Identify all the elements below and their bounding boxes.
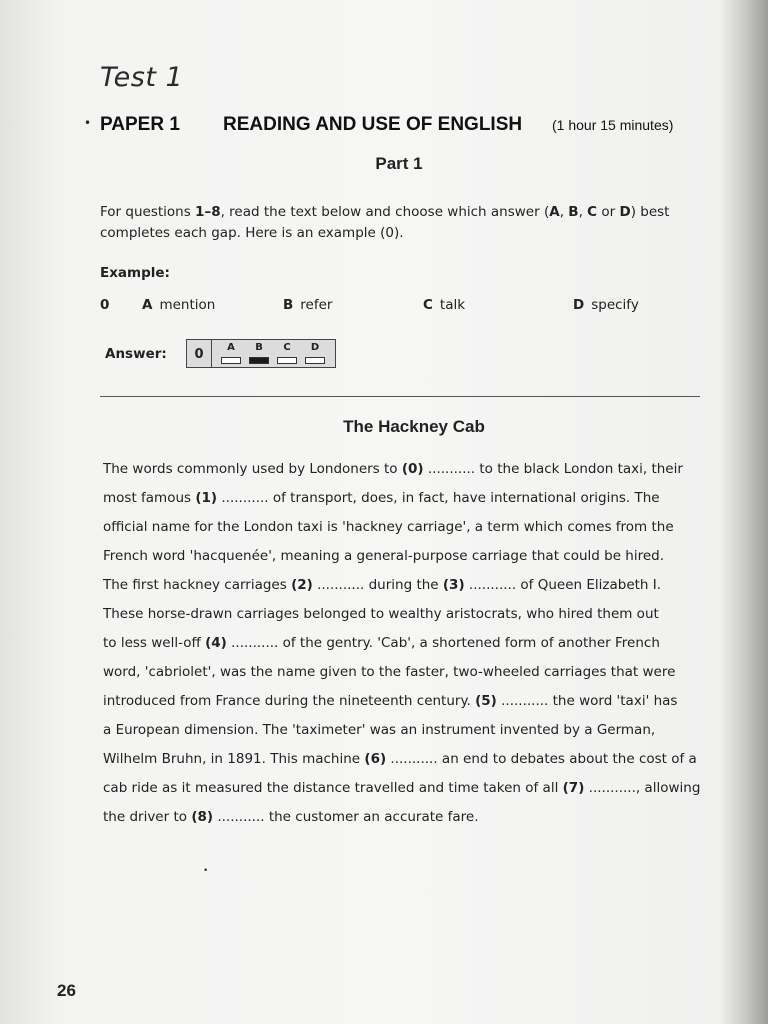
passage-line: word, 'cabriolet', was the name given to the faster, two-wheeled carriages that were bbox=[103, 664, 676, 680]
gap-number: (1) bbox=[195, 490, 218, 506]
instructions-line-2: completes each gap. Here is an example (0). bbox=[100, 225, 404, 241]
passage-line: These horse-drawn carriages belonged to wealthy aristocrats, who hired them out bbox=[103, 606, 659, 622]
time-allowed: (1 hour 15 minutes) bbox=[552, 117, 674, 133]
part-title: Part 1 bbox=[375, 154, 423, 173]
passage-line: Wilhelm Bruhn, in 1891. This machine (6) ........... an end to debates about the cost of a bbox=[103, 751, 697, 767]
answer-option-c: C bbox=[276, 342, 298, 364]
option-c: C talk bbox=[423, 297, 466, 313]
passage-line: a European dimension. The 'taximeter' was an instrument invented by a German, bbox=[103, 722, 656, 738]
section-title: READING AND USE OF ENGLISH bbox=[223, 114, 523, 135]
passage-line: cab ride as it measured the distance travelled and time taken of all (7) ..........., allowing bbox=[103, 780, 701, 796]
answer-bar-a bbox=[221, 357, 241, 364]
gap-number: (4) bbox=[205, 635, 227, 651]
option-d: D specify bbox=[573, 297, 639, 313]
divider bbox=[100, 396, 700, 397]
bullet-dot: • bbox=[84, 116, 92, 130]
passage-line: to less well-off (4) ........... of the gentry. 'Cab', a shortened form of another French bbox=[103, 635, 660, 651]
paper-label: PAPER 1 bbox=[100, 114, 180, 135]
ink-speck: • bbox=[203, 866, 209, 876]
answer-option-d: D bbox=[304, 342, 326, 364]
passage-line: The first hackney carriages (2) ........... during the (3) ........... of Queen Elizabeth I. bbox=[103, 577, 662, 593]
gap-number: (3) bbox=[442, 577, 465, 593]
option-a: A mention bbox=[142, 297, 216, 313]
answer-label: Answer: bbox=[105, 346, 167, 362]
example-options bbox=[100, 297, 700, 317]
page-number: 26 bbox=[57, 981, 76, 1000]
answer-bar-b bbox=[249, 357, 269, 364]
answer-option-a: A bbox=[220, 342, 242, 364]
answer-grid bbox=[186, 339, 336, 368]
passage-line: The words commonly used by Londoners to (0) ........... to the black London taxi, their bbox=[103, 461, 683, 477]
answer-option-b: B bbox=[248, 342, 270, 364]
passage bbox=[103, 455, 713, 832]
answer-bar-c bbox=[277, 357, 297, 364]
passage-line: official name for the London taxi is 'hackney carriage', a term which comes from the bbox=[103, 519, 674, 535]
gap-number: (8) bbox=[191, 809, 214, 825]
passage-line: French word 'hacquenée', meaning a general-purpose carriage that could be hired. bbox=[103, 548, 665, 564]
gap-number: (0) bbox=[401, 461, 424, 477]
gap-number: (7) bbox=[562, 780, 585, 796]
passage-line: the driver to (8) ........... the customer an accurate fare. bbox=[103, 809, 479, 825]
gap-number: (6) bbox=[364, 751, 387, 767]
example-number: 0 bbox=[100, 297, 110, 313]
gap-number: (5) bbox=[475, 693, 497, 709]
option-b: B refer bbox=[283, 297, 333, 313]
answer-number: 0 bbox=[187, 340, 212, 367]
answer-bar-d bbox=[305, 357, 325, 364]
passage-line: most famous (1) ........... of transport, does, in fact, have international origins. The bbox=[103, 490, 660, 506]
example-label: Example: bbox=[100, 265, 170, 281]
passage-line: introduced from France during the nineteenth century. (5) ........... the word 'taxi' has bbox=[103, 693, 678, 709]
gap-number: (2) bbox=[291, 577, 313, 593]
instructions: For questions 1–8, read the text below and choose which answer (A, B, C or D) best completes each gap. Here is an example (0). bbox=[100, 204, 670, 241]
text-title: The Hackney Cab bbox=[343, 417, 485, 436]
test-title: Test 1 bbox=[100, 62, 184, 93]
